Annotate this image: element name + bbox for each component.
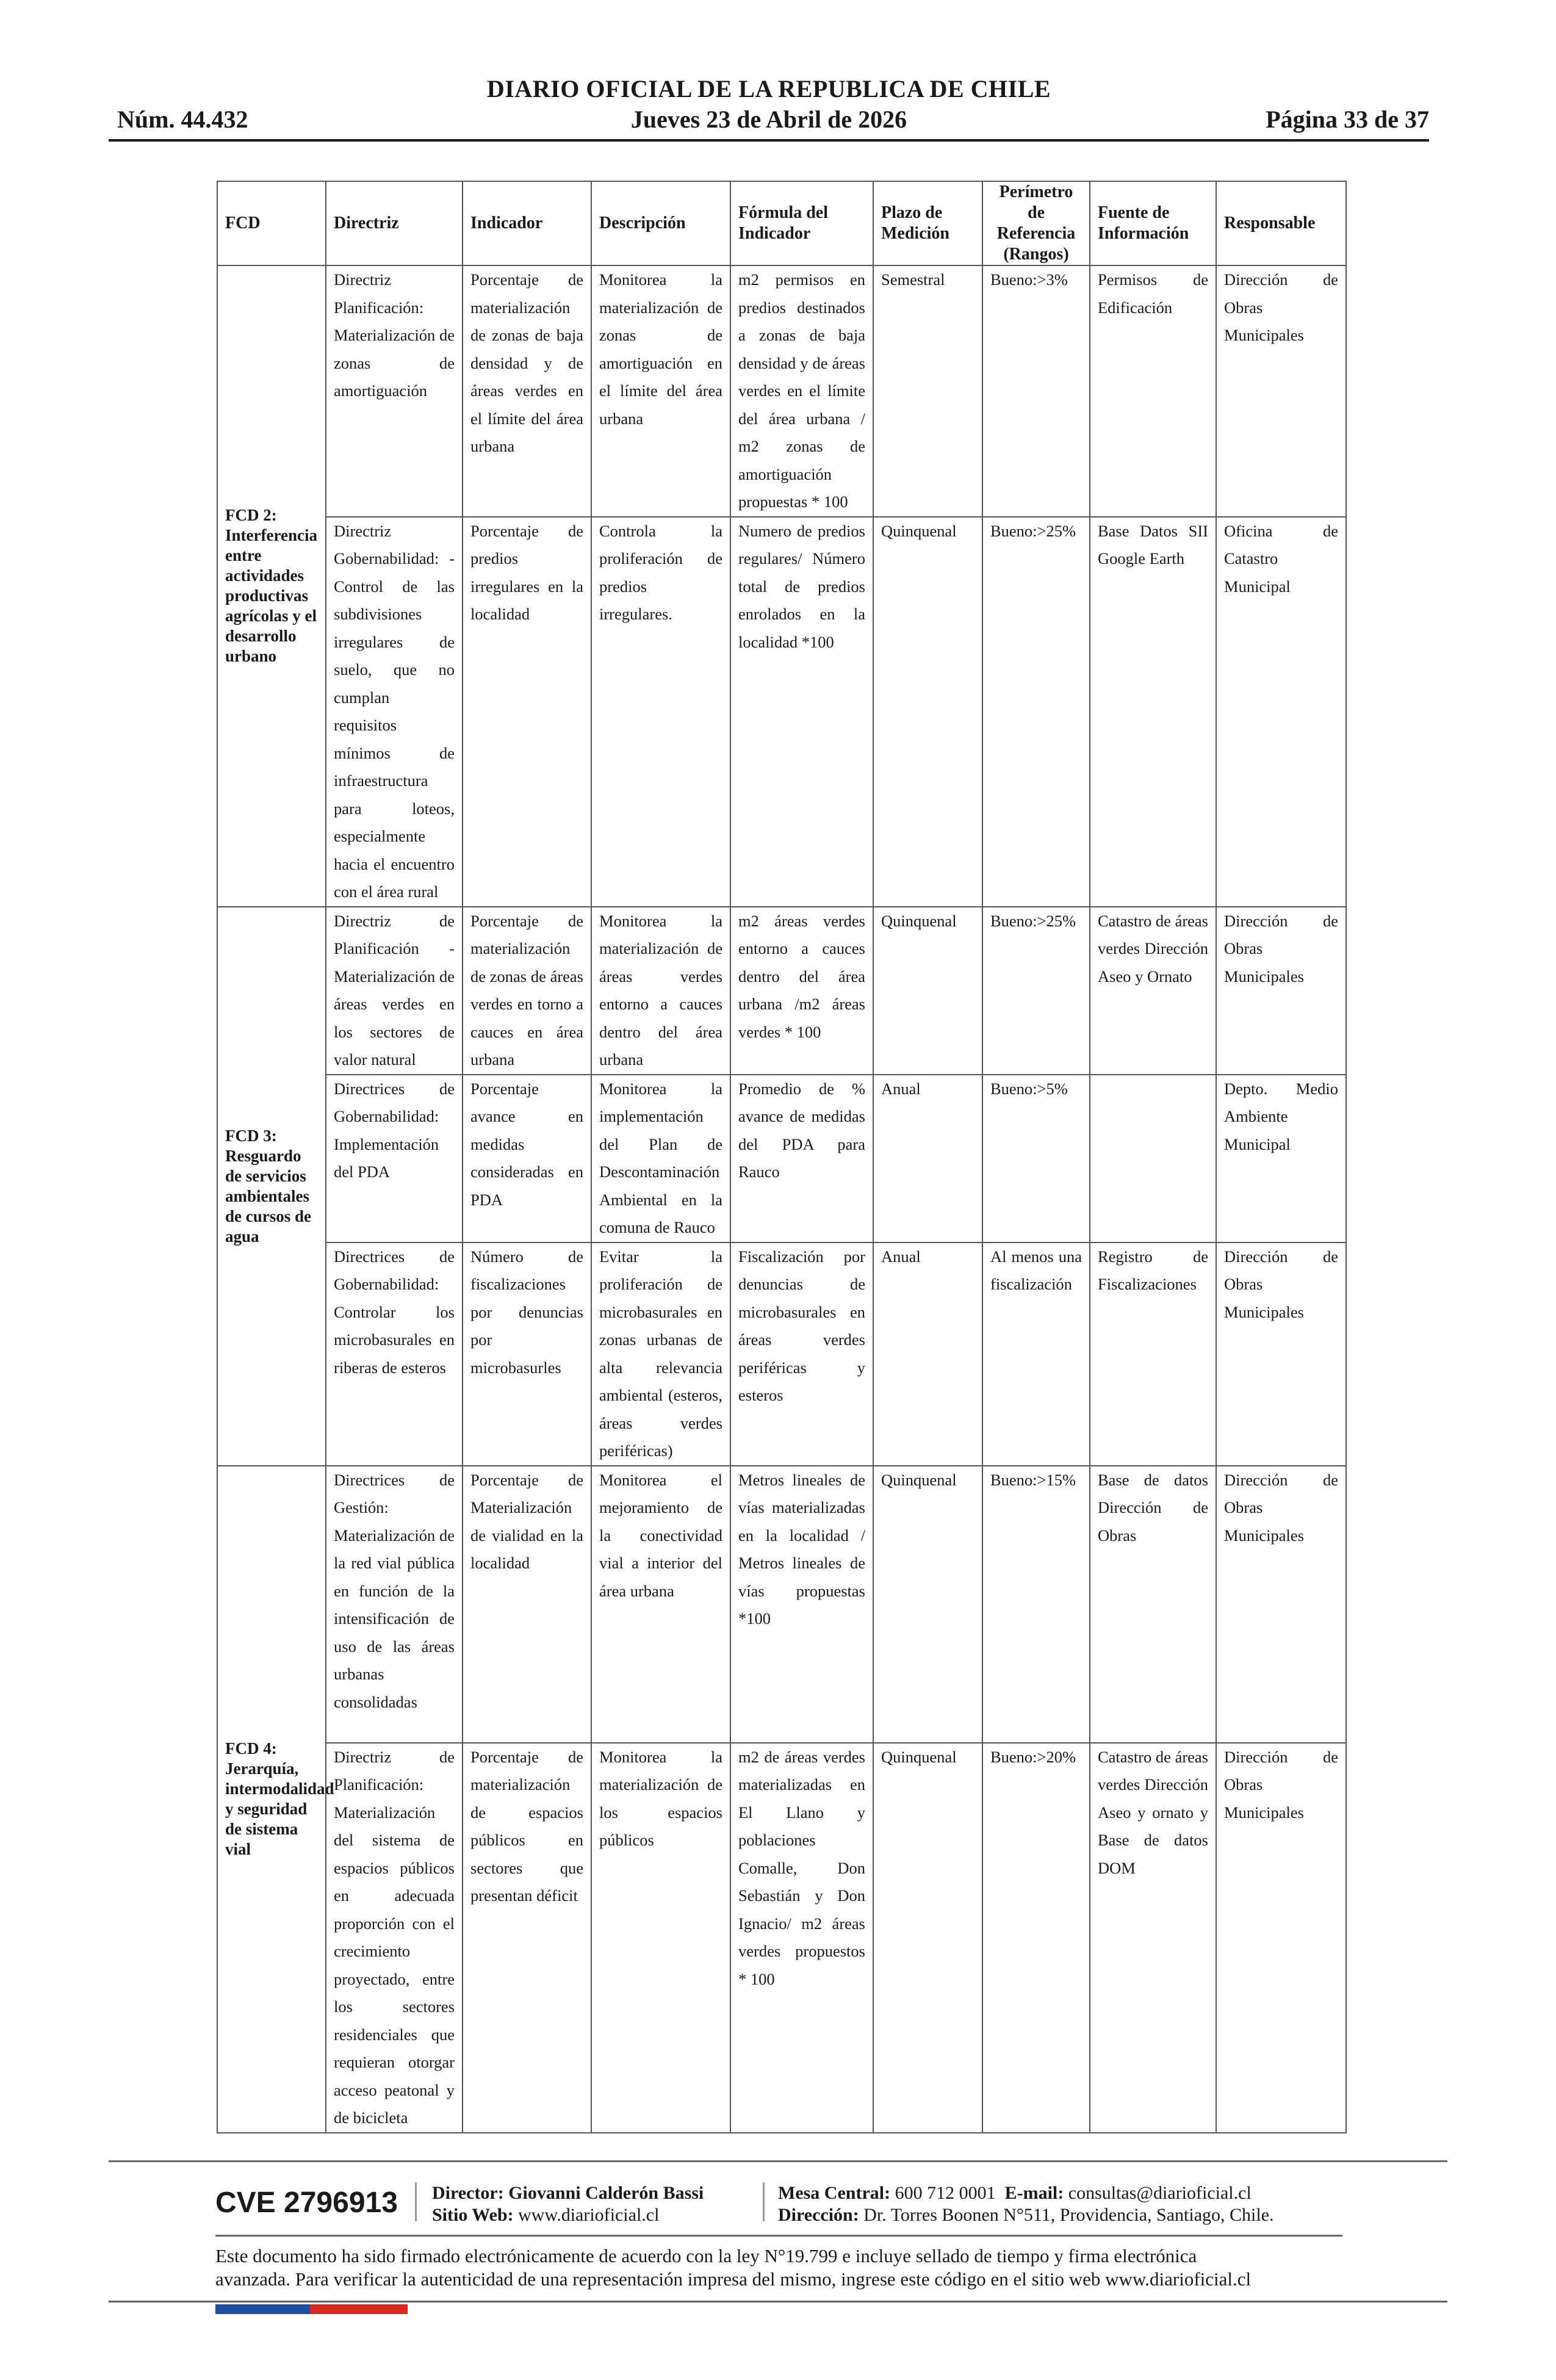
responsable-cell: Depto. Medio Ambiente Municipal bbox=[1216, 1075, 1346, 1242]
formula-cell: m2 permisos en predios destinados a zonas de baja densidad y de áreas verdes en el límite del área urbana / m2 zonas de amortiguación propuestas * 100 bbox=[730, 265, 873, 517]
plazo-cell: Anual bbox=[873, 1075, 982, 1242]
col-header-directriz: Directriz bbox=[326, 181, 463, 265]
perimetro-cell: Bueno:>25% bbox=[982, 517, 1090, 907]
perimetro-cell: Bueno:>3% bbox=[982, 265, 1090, 517]
indicador-cell: Porcentaje de materialización de zonas de baja densidad y de áreas verdes en el límite del área urbana bbox=[463, 265, 591, 517]
footer-divider bbox=[215, 2235, 1342, 2237]
table-row bbox=[217, 1242, 1346, 1466]
plazo-cell: Quinquenal bbox=[873, 1466, 982, 1743]
footer-divider bbox=[109, 2301, 1447, 2302]
responsable-cell: Dirección de Obras Municipales bbox=[1216, 1242, 1346, 1466]
issue-date: Jueves 23 de Abril de 2026 bbox=[630, 106, 907, 133]
website-link[interactable]: www.diarioficial.cl bbox=[518, 2205, 660, 2225]
fuente-cell: Catastro de áreas verdes Dirección Aseo y ornato y Base de datos DOM bbox=[1090, 1743, 1216, 2133]
indicador-cell: Porcentaje de predios irregulares en la localidad bbox=[463, 517, 591, 907]
perimetro-cell: Bueno:>5% bbox=[982, 1075, 1090, 1242]
table-row bbox=[217, 1743, 1346, 2133]
flag-stripe bbox=[215, 2304, 408, 2314]
col-header-fuente: Fuente de Información bbox=[1090, 181, 1216, 265]
responsable-cell: Dirección de Obras Municipales bbox=[1216, 265, 1346, 517]
perimetro-cell: Al menos una fiscalización bbox=[982, 1242, 1090, 1466]
table-row bbox=[217, 265, 1346, 517]
table-row bbox=[217, 907, 1346, 1075]
descripcion-cell: Monitorea la implementación del Plan de Descontaminación Ambiental en la comuna de Rauco bbox=[591, 1075, 730, 1242]
responsable-cell: Oficina de Catastro Municipal bbox=[1216, 517, 1346, 907]
table-header-row bbox=[217, 181, 1346, 265]
indicador-cell: Porcentaje avance en medidas consideradas en PDA bbox=[463, 1075, 591, 1242]
issue-number: Núm. 44.432 bbox=[117, 106, 248, 133]
directriz-cell: Directrices de Gestión: Materialización de la red vial pública en función de la intensificación de uso de las áreas urbanas consolidadas bbox=[326, 1466, 463, 1743]
col-header-fcd: FCD bbox=[217, 181, 326, 265]
responsable-cell: Dirección de Obras Municipales bbox=[1216, 1466, 1346, 1743]
col-header-plazo: Plazo de Medición bbox=[873, 181, 982, 265]
formula-cell: Fiscalización por denuncias de microbasurales en áreas verdes periféricas y esteros bbox=[730, 1242, 873, 1466]
fcd-cell: FCD 2: Interferencia entre actividades productivas agrícolas y el desarrollo urbano bbox=[217, 265, 326, 907]
footer-divider bbox=[109, 2160, 1447, 2162]
footer-separator bbox=[415, 2182, 417, 2221]
fuente-cell bbox=[1090, 1075, 1216, 1242]
descripcion-cell: Controla la proliferación de predios irregulares. bbox=[591, 517, 730, 907]
plazo-cell: Quinquenal bbox=[873, 517, 982, 907]
address-label: Dirección: bbox=[778, 2205, 859, 2225]
flag-blue-segment bbox=[215, 2304, 310, 2314]
mesa-label: Mesa Central: bbox=[778, 2183, 891, 2203]
perimetro-cell: Bueno:>20% bbox=[982, 1743, 1090, 2133]
indicador-cell: Número de fiscalizaciones por denuncias por microbasurles bbox=[463, 1242, 591, 1466]
indicators-table bbox=[217, 181, 1347, 2133]
plazo-cell: Anual bbox=[873, 1242, 982, 1466]
plazo-cell: Semestral bbox=[873, 265, 982, 517]
directriz-cell: Directriz de Planificación - Materialización de áreas verdes en los sectores de valor natural bbox=[326, 907, 463, 1075]
director-name: Giovanni Calderón Bassi bbox=[508, 2183, 704, 2203]
descripcion-cell: Monitorea la materialización de los espacios públicos bbox=[591, 1743, 730, 2133]
responsable-cell: Dirección de Obras Municipales bbox=[1216, 907, 1346, 1075]
table-row bbox=[217, 517, 1346, 907]
legal-notice bbox=[215, 2245, 1375, 2291]
email-label: E-mail: bbox=[1004, 2183, 1064, 2203]
indicador-cell: Porcentaje de materialización de espacios públicos en sectores que presentan déficit bbox=[463, 1743, 591, 2133]
fuente-cell: Permisos de Edificación bbox=[1090, 265, 1216, 517]
formula-cell: Promedio de % avance de medidas del PDA para Rauco bbox=[730, 1075, 873, 1242]
director-label: Director: bbox=[432, 2183, 504, 2203]
table-row bbox=[217, 1466, 1346, 1743]
indicador-cell: Porcentaje de materialización de zonas de áreas verdes en torno a cauces en área urbana bbox=[463, 907, 591, 1075]
web-label: Sitio Web: bbox=[432, 2205, 514, 2225]
col-header-perimetro: Perímetro de Referencia (Rangos) bbox=[982, 181, 1090, 265]
fcd-cell: FCD 3: Resguardo de servicios ambientales de cursos de agua bbox=[217, 907, 326, 1466]
mesa-phone: 600 712 0001 bbox=[895, 2183, 996, 2203]
descripcion-cell: Monitorea el mejoramiento de la conectividad vial a interior del área urbana bbox=[591, 1466, 730, 1743]
fuente-cell: Catastro de áreas verdes Dirección Aseo y Ornato bbox=[1090, 907, 1216, 1075]
descripcion-cell: Evitar la proliferación de microbasurales en zonas urbanas de alta relevancia ambiental (esteros, áreas verdes periféricas) bbox=[591, 1242, 730, 1466]
fuente-cell: Base Datos SII Google Earth bbox=[1090, 517, 1216, 907]
fuente-cell: Registro de Fiscalizaciones bbox=[1090, 1242, 1216, 1466]
table-row bbox=[217, 1075, 1346, 1242]
perimetro-cell: Bueno:>15% bbox=[982, 1466, 1090, 1743]
directriz-cell: Directrices de Gobernabilidad: Controlar los microbasurales en riberas de esteros bbox=[326, 1242, 463, 1466]
flag-red-segment bbox=[310, 2304, 408, 2314]
footer-contact-block bbox=[778, 2182, 1274, 2226]
directriz-cell: Directriz Gobernabilidad: - Control de las subdivisiones irregulares de suelo, que no cumplan requisitos mínimos de infraestructura para loteos, especialmente hacia el encuentro con el área rural bbox=[326, 517, 463, 907]
address-text: Dr. Torres Boonen N°511, Providencia, Santiago, Chile. bbox=[863, 2205, 1274, 2225]
footer-director-block bbox=[432, 2182, 704, 2226]
formula-cell: Metros lineales de vías materializadas en la localidad / Metros lineales de vías propuestas *100 bbox=[730, 1466, 873, 1743]
formula-cell: Numero de predios regulares/ Número total de predios enrolados en la localidad *100 bbox=[730, 517, 873, 907]
header-divider bbox=[109, 139, 1429, 142]
descripcion-cell: Monitorea la materialización de áreas verdes entorno a cauces dentro del área urbana bbox=[591, 907, 730, 1075]
cve-code: CVE 2796913 bbox=[215, 2187, 398, 2219]
col-header-responsable: Responsable bbox=[1216, 181, 1346, 265]
page-number: Página 33 de 37 bbox=[1266, 106, 1429, 133]
page-header bbox=[109, 74, 1429, 146]
col-header-descripcion: Descripción bbox=[591, 181, 730, 265]
indicador-cell: Porcentaje de Materialización de vialidad en la localidad bbox=[463, 1466, 591, 1743]
plazo-cell: Quinquenal bbox=[873, 907, 982, 1075]
fuente-cell: Base de datos Dirección de Obras bbox=[1090, 1466, 1216, 1743]
email-link[interactable]: consultas@diarioficial.cl bbox=[1068, 2183, 1252, 2203]
col-header-formula: Fórmula del Indicador bbox=[730, 181, 873, 265]
directriz-cell: Directrices de Gobernabilidad: Implementación del PDA bbox=[326, 1075, 463, 1242]
formula-cell: m2 áreas verdes entorno a cauces dentro del área urbana /m2 áreas verdes * 100 bbox=[730, 907, 873, 1075]
legal-line: avanzada. Para verificar la autenticidad de una representación impresa del mismo, ingrese este código en el sitio web www.diarioficial.cl bbox=[215, 2268, 1252, 2290]
footer-separator bbox=[763, 2182, 765, 2221]
responsable-cell: Dirección de Obras Municipales bbox=[1216, 1743, 1346, 2133]
directriz-cell: Directriz Planificación: Materialización de zonas de amortiguación bbox=[326, 265, 463, 517]
directriz-cell: Directriz de Planificación: Materialización del sistema de espacios públicos en adecuada proporción con el crecimiento proyectado, entre los sectores residenciales que requieran otorgar acceso peatonal y de bicicleta bbox=[326, 1743, 463, 2133]
publication-title: DIARIO OFICIAL DE LA REPUBLICA DE CHILE bbox=[486, 75, 1051, 103]
legal-line: Este documento ha sido firmado electrónicamente de acuerdo con la ley N°19.799 e incluye sellado de tiempo y firma electrónica bbox=[215, 2245, 1197, 2266]
formula-cell: m2 de áreas verdes materializadas en El Llano y poblaciones Comalle, Don Sebastián y Don Ignacio/ m2 áreas verdes propuestos * 100 bbox=[730, 1743, 873, 2133]
fcd-cell: FCD 4: Jerarquía, intermodalidad y seguridad de sistema vial bbox=[217, 1466, 326, 2133]
plazo-cell: Quinquenal bbox=[873, 1743, 982, 2133]
perimetro-cell: Bueno:>25% bbox=[982, 907, 1090, 1075]
descripcion-cell: Monitorea la materialización de zonas de amortiguación en el límite del área urbana bbox=[591, 265, 730, 517]
col-header-indicador: Indicador bbox=[463, 181, 591, 265]
